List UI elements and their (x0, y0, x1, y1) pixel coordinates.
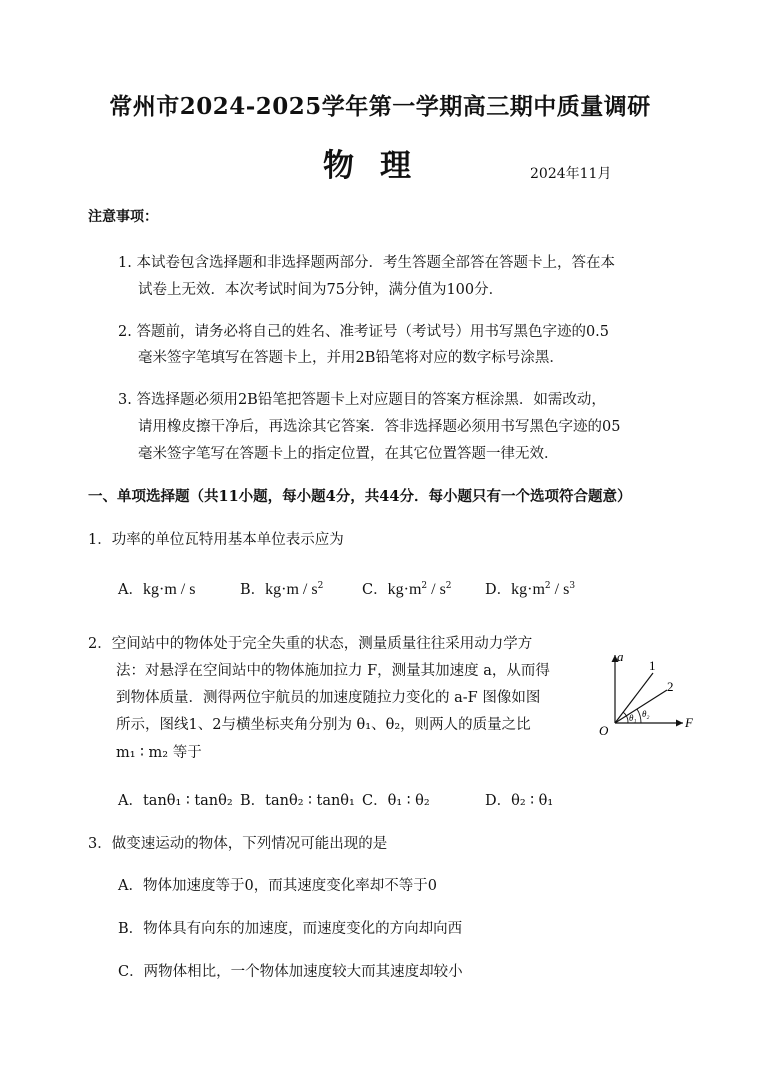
q3-option-b-text: 物体具有向东的加速度，而速度变化的方向却向西 (143, 921, 463, 937)
q2-option-c-label: C． (362, 793, 388, 809)
q2-option-d (485, 789, 553, 810)
q2-option-b (240, 789, 355, 810)
angle-2-label: θ₂ (642, 709, 650, 719)
q2-option-d-text: θ₂ ∶ θ₁ (511, 793, 554, 809)
q2-option-b-text: tanθ₂ ∶ tanθ₁ (265, 793, 355, 809)
q1-option-c-mid-exp: 2 (421, 581, 428, 592)
q2-option-b-label: B． (240, 793, 266, 809)
q3-option-c-label: C． (118, 964, 144, 980)
q1-option-d-unit: kg·m (511, 581, 545, 598)
q1-option-c (362, 578, 452, 599)
exam-date: 2024年11月 (530, 166, 612, 182)
q3-option-a-text: 物体加速度等于0，而其速度变化率却不等于0 (142, 878, 437, 894)
q1-stem: 1．功率的单位瓦特用基本单位表示应为 (88, 532, 344, 548)
q2-line-4: 所示，图线1、2与横坐标夹角分别为 θ₁、θ₂，则两人的质量之比 (116, 717, 531, 733)
q1-option-b-label: B． (240, 582, 266, 598)
exam-title: 常州市2024-2025学年第一学期高三期中质量调研 (109, 93, 651, 120)
q2-option-a-label: A． (118, 793, 143, 809)
notice-item-2-line1: 2. 答题前，请务必将自己的姓名、准考证号（考试号）用书写黑色字迹的0.5 (118, 324, 610, 340)
q3-option-c (118, 960, 463, 981)
q2-line-3: 到物体质量．测得两位宇航员的加速度随拉力变化的 a-F 图像如图 (116, 690, 541, 706)
q3-option-c-text: 两物体相比，一个物体加速度较大而其速度却较小 (143, 964, 463, 980)
q1-option-c-rest: / s (427, 581, 446, 598)
notice-item-3-line2: 请用橡皮擦干净后，再选涂其它答案．答非选择题必须用书写黑色字迹的05 (138, 419, 621, 435)
line-1-label: 1 (649, 658, 656, 673)
q3-option-b-label: B． (118, 921, 144, 937)
q2-option-a-text: tanθ₁ ∶ tanθ₂ (142, 793, 233, 809)
q1-option-c-unit: kg·m (387, 581, 422, 598)
notice-item-1-line1: 1. 本试卷包含选择题和非选择题两部分．考生答题全部答在答题卡上，答在本 (118, 255, 615, 271)
axis-label-a: a (617, 649, 624, 664)
q3-option-a-label: A． (118, 878, 143, 894)
q2-line-5: m₁ ∶ m₂ 等于 (116, 745, 202, 761)
section-heading: 一、单项选择题（共11小题，每小题4分，共44分．每小题只有一个选项符合题意） (88, 488, 632, 505)
q1-option-b-unit: kg·m / s (265, 581, 318, 598)
q2-option-c (362, 789, 430, 810)
a-f-graph (595, 645, 705, 740)
q2-option-d-label: D． (485, 793, 512, 809)
notice-heading: 注意事项： (88, 209, 158, 225)
q1-option-a-unit: kg·m / s (142, 581, 196, 598)
q1-option-d-exp: 3 (569, 581, 576, 592)
q3-option-a (118, 874, 437, 895)
q2-line-1: 2．空间站中的物体处于完全失重的状态，测量质量往往采用动力学方 (88, 636, 533, 652)
q1-option-d-label: D． (485, 582, 512, 598)
q1-option-d-mid-exp: 2 (544, 581, 551, 592)
q1-option-c-exp: 2 (445, 581, 452, 592)
line-2-label: 2 (667, 679, 674, 694)
notice-item-1-line2: 试卷上无效．本次考试时间为75分钟，满分值为100分． (138, 282, 504, 298)
origin-label: O (599, 723, 609, 738)
notice-item-2-line2: 毫米签字笔填写在答题卡上，并用2B铅笔将对应的数字标号涂黑． (138, 350, 564, 366)
q1-option-d (485, 578, 575, 599)
angle-arc-2 (637, 709, 641, 723)
q1-option-a (118, 578, 195, 599)
axis-label-f: F (685, 715, 693, 730)
q3-stem: 3．做变速运动的物体，下列情况可能出现的是 (88, 836, 388, 852)
q1-option-c-label: C． (362, 582, 388, 598)
q3-option-b (118, 917, 462, 938)
q1-option-d-rest: / s (550, 581, 570, 598)
q2-line-2: 法：对悬浮在空间站中的物体施加拉力 F，测量其加速度 a，从而得 (116, 663, 550, 679)
q2-option-a (118, 789, 233, 810)
q1-option-b (240, 578, 323, 599)
notice-item-3-line1: 3. 答选择题必须用2B铅笔把答题卡上对应题目的答案方框涂黑．如需改动， (118, 392, 606, 408)
angle-1-label: θ₁ (629, 713, 637, 723)
q2-option-c-text: θ₁ ∶ θ₂ (387, 793, 430, 809)
notice-item-3-line3: 毫米签字笔写在答题卡上的指定位置，在其它位置答题一律无效． (138, 446, 559, 462)
q1-option-b-exp: 2 (317, 581, 324, 592)
subject-title: 物理 (323, 148, 437, 184)
q1-option-a-label: A． (118, 582, 143, 598)
